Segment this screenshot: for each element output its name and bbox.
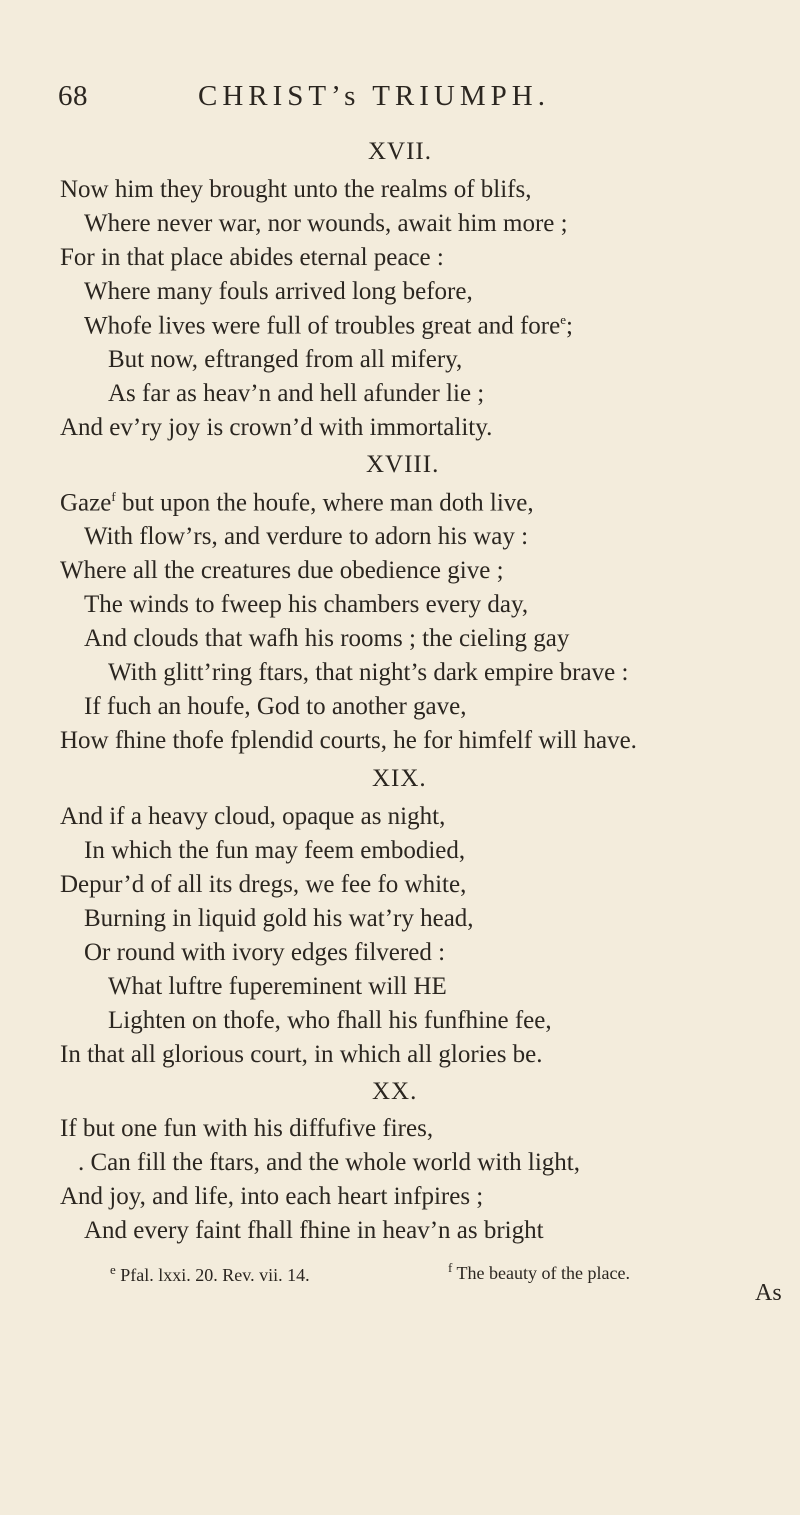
- verse-line: Whofe lives were full of troubles great and fore$^e$;: [84, 312, 573, 340]
- page-number: 68: [58, 80, 88, 112]
- verse-line: Gaze$^f$ but upon the houfe, where man doth live,: [60, 489, 534, 517]
- footnote-e: $^e$ Pfal. lxxi. 20. Rev. vii. 14.: [110, 1262, 310, 1285]
- verse-line: What luftre fupereminent will HE: [108, 973, 447, 1000]
- verse-line: And if a heavy cloud, opaque as night,: [60, 803, 446, 830]
- verse-line: Where never war, nor wounds, await him more ;: [84, 210, 568, 237]
- footnote-f: $^f$ The beauty of the place.: [448, 1260, 630, 1283]
- verse-line: But now, eftranged from all mifery,: [108, 346, 463, 373]
- verse-line: In that all glorious court, in which all glories be.: [60, 1041, 543, 1068]
- verse-line: Where all the creatures due obedience give ;: [60, 557, 504, 584]
- verse-line: . Can fill the ftars, and the whole world with light,: [78, 1149, 580, 1176]
- verse-line: And clouds that wafh his rooms ; the cieling gay: [84, 625, 570, 652]
- verse-line: The winds to fweep his chambers every day,: [84, 591, 529, 618]
- verse-line: Burning in liquid gold his wat’ry head,: [84, 905, 474, 932]
- verse-line: And every faint fhall fhine in heav’n as bright: [84, 1217, 544, 1244]
- verse-line: Or round with ivory edges filvered :: [84, 939, 446, 966]
- catchword: As: [755, 1280, 782, 1306]
- verse-line: Depur’d of all its dregs, we fee fo white,: [60, 871, 467, 898]
- stanza-number: XX.: [372, 1078, 418, 1105]
- verse-line: For in that place abides eternal peace :: [60, 244, 444, 271]
- stanza-number: XVII.: [368, 138, 433, 165]
- verse-line: Where many fouls arrived long before,: [84, 278, 473, 305]
- verse-line: And ev’ry joy is crown’d with immortality.: [60, 414, 493, 441]
- verse-line: How fhine thofe fplendid courts, he for himfelf will have.: [60, 727, 637, 754]
- stanza-number: XVIII.: [366, 451, 440, 478]
- verse-line: Now him they brought unto the realms of blifs,: [60, 176, 532, 203]
- verse-line: As far as heav’n and hell afunder lie ;: [108, 380, 485, 407]
- stanza-number: XIX.: [372, 765, 427, 792]
- verse-line: And joy, and life, into each heart infpires ;: [60, 1183, 484, 1210]
- footnote-mark: e: [560, 312, 566, 327]
- verse-line: If but one fun with his diffufive fires,: [60, 1115, 434, 1142]
- verse-line: With glitt’ring ftars, that night’s dark empire brave :: [108, 659, 629, 686]
- footnote-mark: f: [111, 489, 116, 504]
- verse-line: In which the fun may feem embodied,: [84, 837, 466, 864]
- verse-line: If fuch an houfe, God to another gave,: [84, 693, 467, 720]
- running-title: CHRIST’s TRIUMPH.: [198, 80, 550, 112]
- verse-line: With flow’rs, and verdure to adorn his way :: [84, 523, 529, 550]
- verse-line: Lighten on thofe, who fhall his funfhine fee,: [108, 1007, 552, 1034]
